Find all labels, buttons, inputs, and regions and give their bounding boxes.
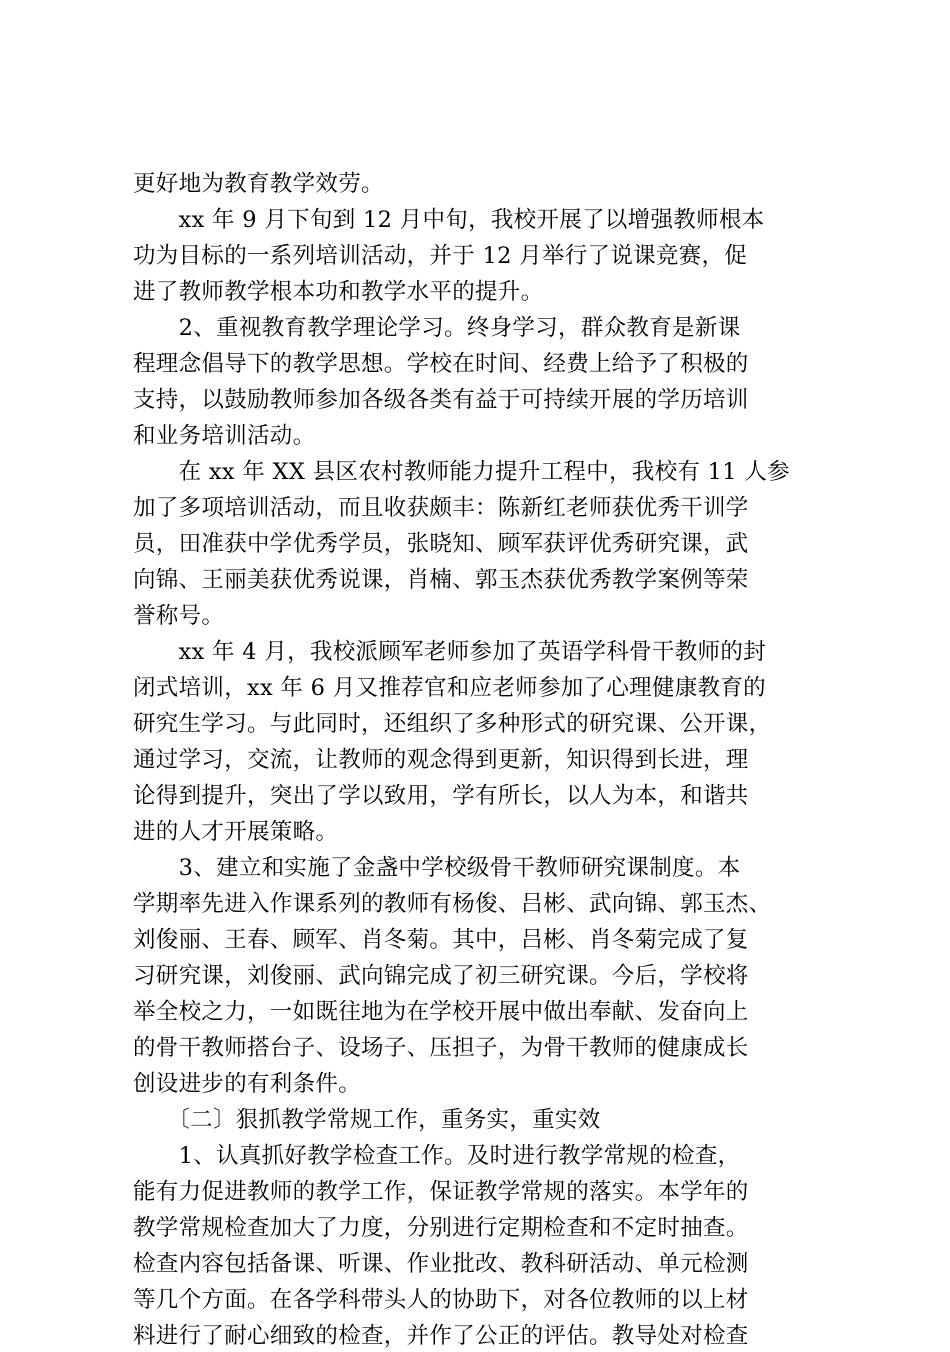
text-line: 通过学习，交流，让教师的观念得到更新，知识得到长进，理 (133, 747, 749, 773)
text-line: xx 年 9 月下旬到 12 月中旬，我校开展了以增强教师根本 (133, 207, 765, 233)
text-line: 检查内容包括备课、听课、作业批改、教科研活动、单元检测 (133, 1251, 749, 1277)
text-line: 能有力促进教师的教学工作，保证教学常规的落实。本学年的 (133, 1179, 749, 1205)
text-line: 研究生学习。与此同时，还组织了多种形式的研究课、公开课， (133, 711, 772, 737)
text-line: 等几个方面。在各学科带头人的协助下，对各位教师的以上材 (133, 1287, 749, 1313)
text-line: 学期率先进入作课系列的教师有杨俊、吕彬、武向锦、郭玉杰、 (133, 891, 772, 917)
text-line: 和业务培训活动。 (133, 423, 316, 449)
text-line: 支持，以鼓励教师参加各级各类有益于可持续开展的学历培训 (133, 387, 749, 413)
text-line: 员，田准获中学优秀学员，张晓知、顾军获评优秀研究课，武 (133, 531, 749, 557)
text-line: 创设进步的有利条件。 (133, 1071, 362, 1097)
text-line: 功为目标的一系列培训活动，并于 12 月举行了说课竞赛，促 (133, 243, 748, 269)
text-line: 料进行了耐心细致的检查，并作了公正的评估。教导处对检查 (133, 1323, 749, 1349)
text-line: 的骨干教师搭台子、设场子、压担子，为骨干教师的健康成长 (133, 1035, 749, 1061)
text-line: 程理念倡导下的教学思想。学校在时间、经费上给予了积极的 (133, 351, 749, 377)
text-line: 闭式培训，xx 年 6 月又推荐官和应老师参加了心理健康教育的 (133, 675, 766, 701)
text-line: 在 xx 年 XX 县区农村教师能力提升工程中，我校有 11 人参 (133, 459, 790, 485)
text-line: 习研究课，刘俊丽、武向锦完成了初三研究课。今后，学校将 (133, 963, 749, 989)
text-line: xx 年 4 月，我校派顾军老师参加了英语学科骨干教师的封 (133, 639, 766, 665)
text-line: 向锦、王丽美获优秀说课，肖楠、郭玉杰获优秀教学案例等荣 (133, 567, 749, 593)
text-line: 论得到提升，突出了学以致用，学有所长，以人为本，和谐共 (133, 783, 749, 809)
text-line: 进的人才开展策略。 (133, 819, 339, 845)
text-line: 1、认真抓好教学检查工作。及时进行教学常规的检查， (133, 1143, 741, 1169)
section-heading: 〔二〕狠抓教学常规工作，重务实，重实效 (133, 1107, 601, 1133)
text-line: 举全校之力，一如既往地为在学校开展中做出奉献、发奋向上 (133, 999, 749, 1025)
text-line: 3、建立和实施了金盏中学校级骨干教师研究课制度。本 (133, 855, 741, 881)
text-line: 加了多项培训活动，而且收获颇丰：陈新红老师获优秀干训学 (133, 495, 749, 521)
text-line: 教学常规检查加大了力度，分别进行定期检查和不定时抽查。 (133, 1215, 749, 1241)
text-line: 刘俊丽、王春、顾军、肖冬菊。其中，吕彬、肖冬菊完成了复 (133, 927, 749, 953)
text-line: 誉称号。 (133, 603, 225, 629)
text-line: 进了教师教学根本功和教学水平的提升。 (133, 279, 544, 305)
text-line: 2、重视教育教学理论学习。终身学习，群众教育是新课 (133, 315, 741, 341)
text-line: 更好地为教育教学效劳。 (133, 171, 384, 197)
